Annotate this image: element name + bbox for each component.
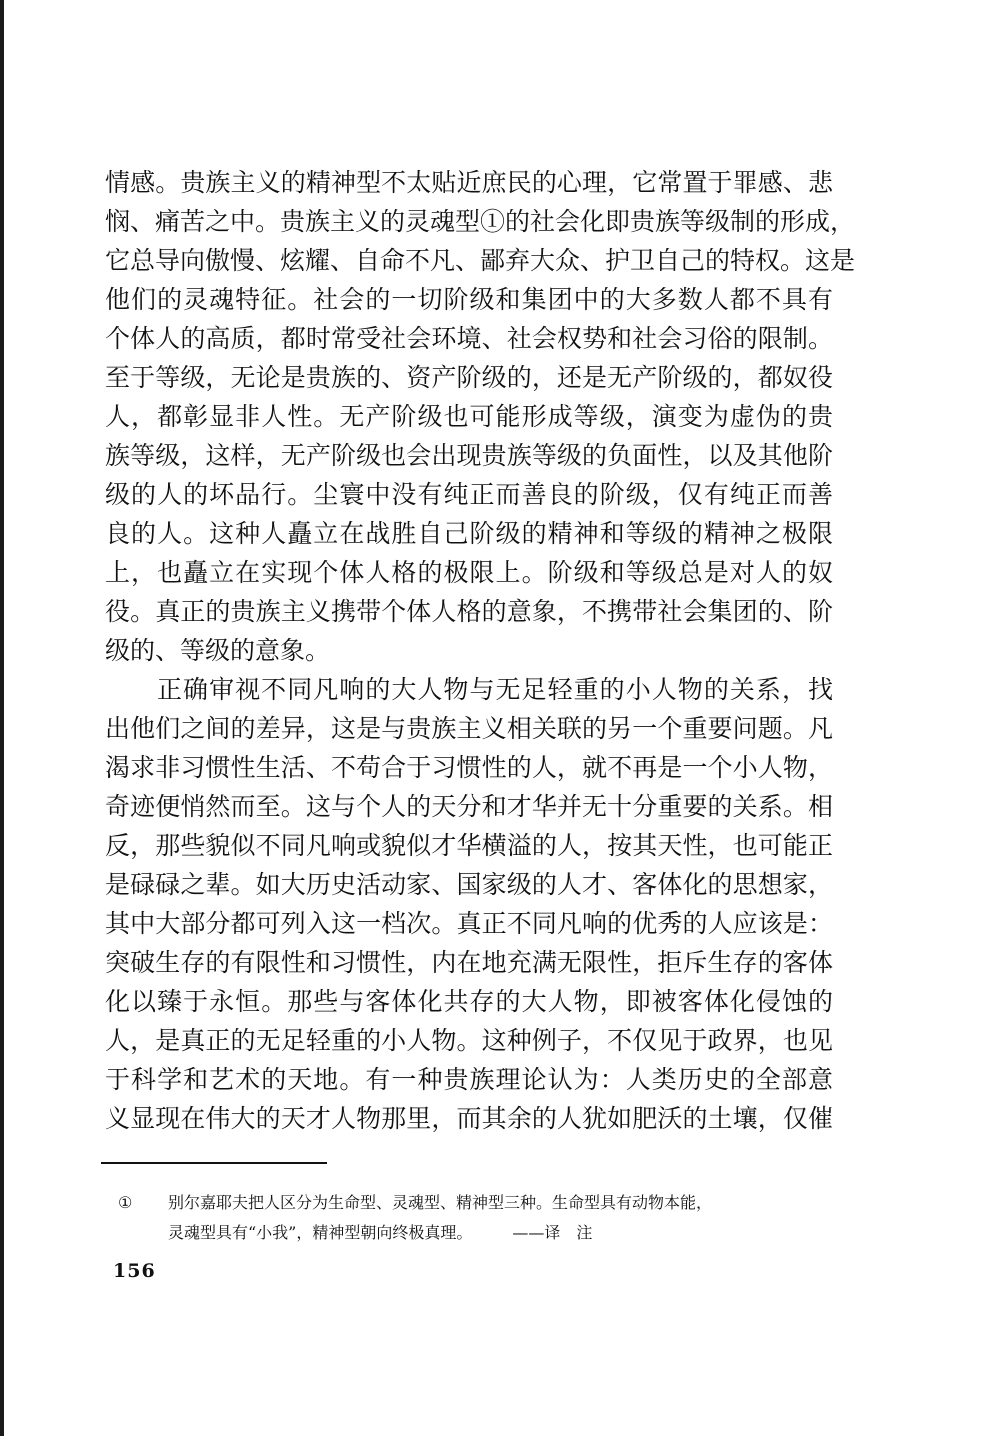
text-line: 役。真正的贵族主义携带个体人格的意象，不携带社会集团的、阶: [105, 597, 833, 626]
text-line: 良的人。这种人矗立在战胜自己阶级的精神和等级的精神之极限: [105, 519, 833, 548]
text-line: 出他们之间的差异，这是与贵族主义相关联的另一个重要问题。凡: [105, 714, 833, 743]
text-line: 个体人的高质，都时常受社会环境、社会权势和社会习俗的限制。: [105, 324, 833, 353]
text-line: 他们的灵魂特征。社会的一切阶级和集团中的大多数人都不具有: [105, 285, 833, 314]
text-line: 至于等级，无论是贵族的、资产阶级的，还是无产阶级的，都奴役: [105, 363, 833, 392]
text-line: 它总导向傲慢、炫耀、自命不凡、鄙弃大众、护卫自己的特权。这是: [105, 246, 856, 275]
text-line: 反，那些貌似不同凡响或貌似才华横溢的人，按其天性，也可能正: [105, 831, 833, 860]
text-line: 族等级，这样，无产阶级也会出现贵族等级的负面性，以及其他阶: [105, 441, 833, 470]
text-line: 人，是真正的无足轻重的小人物。这种例子，不仅见于政界，也见: [105, 1026, 833, 1055]
footnote: [118, 1188, 738, 1248]
text-line: 于科学和艺术的天地。有一种贵族理论认为：人类历史的全部意: [105, 1065, 833, 1094]
page-number: 156: [113, 1260, 156, 1282]
footnote-line: 灵魂型具有“小我”，精神型朝向终极真理。 ——译 注: [168, 1223, 593, 1242]
footnote-marker: ①: [118, 1193, 133, 1212]
text-line: 情感。贵族主义的精神型不太贴近庶民的心理，它常置于罪感、悲: [105, 168, 833, 197]
body-text: [105, 163, 856, 1138]
text-line: 奇迹便悄然而至。这与个人的天分和才华并无十分重要的关系。相: [105, 792, 833, 821]
text-line-paragraph-start: 正确审视不同凡响的大人物与无足轻重的小人物的关系，找: [157, 675, 833, 704]
text-line-paragraph-end: 级的、等级的意象。: [105, 636, 331, 665]
text-line: 人，都彰显非人性。无产阶级也可能形成等级，演变为虚伪的贵: [105, 402, 833, 431]
footnote-text: 别尔嘉耶夫把人区分为生命型、灵魂型、精神型三种。生命型具有动物本能，: [168, 1193, 713, 1212]
text-line: 悯、痛苦之中。贵族主义的灵魂型①的社会化即贵族等级制的形成，: [105, 207, 856, 236]
footnote-rule: [101, 1162, 327, 1164]
text-line: 级的人的坏品行。尘寰中没有纯正而善良的阶级，仅有纯正而善: [105, 480, 833, 509]
text-line: 突破生存的有限性和习惯性，内在地充满无限性，拒斥生存的客体: [105, 948, 833, 977]
text-line: 义显现在伟大的天才人物那里，而其余的人犹如肥沃的土壤，仅催: [105, 1104, 833, 1133]
text-line: 渴求非习惯性生活、不苟合于习惯性的人，就不再是一个小人物，: [105, 753, 833, 782]
text-line: 其中大部分都可列入这一档次。真正不同凡响的优秀的人应该是：: [105, 909, 833, 938]
footnote-line: [118, 1188, 738, 1218]
text-line: 上，也矗立在实现个体人格的极限上。阶级和等级总是对人的奴: [105, 558, 833, 587]
text-line: 化以臻于永恒。那些与客体化共存的大人物，即被客体化侵蚀的: [105, 987, 833, 1016]
scan-edge: [0, 0, 4, 1436]
text-line: 是碌碌之辈。如大历史活动家、国家级的人才、客体化的思想家，: [105, 870, 833, 899]
